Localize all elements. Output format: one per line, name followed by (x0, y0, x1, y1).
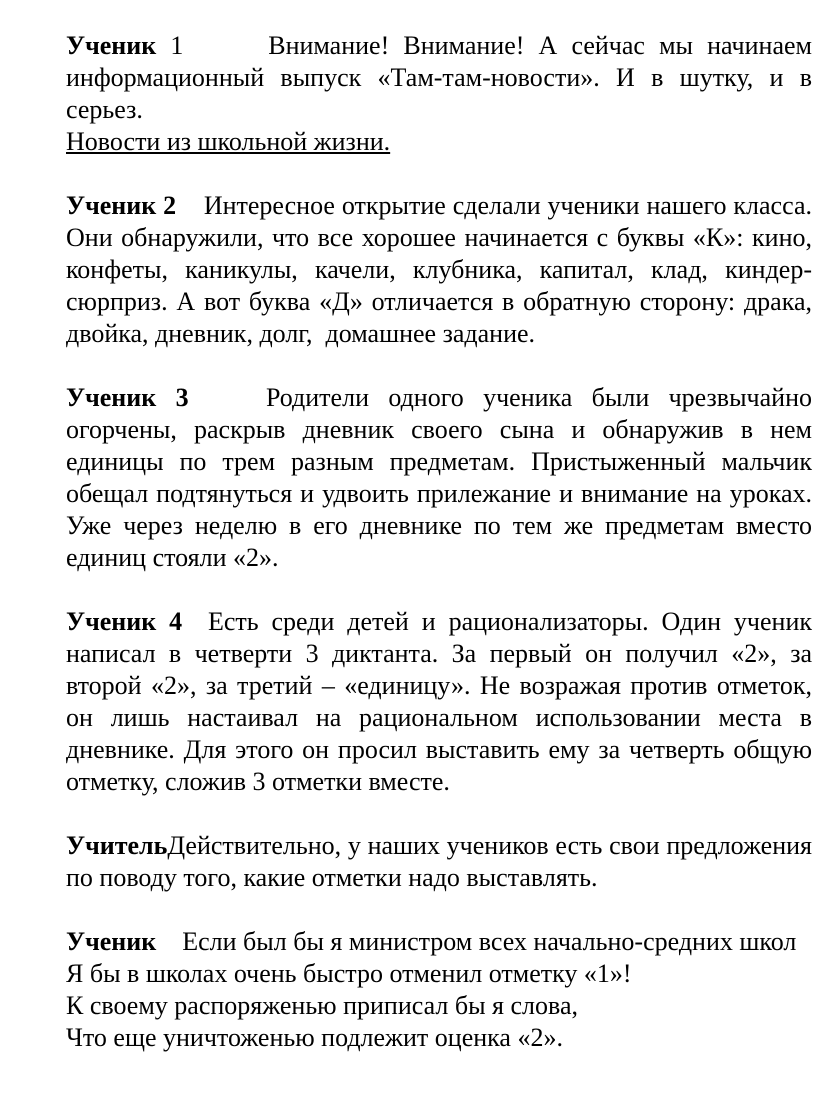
speaker-label: Ученик 4 (66, 607, 183, 636)
paragraph-text: Если был бы я министром всех начально-средних школ (156, 927, 797, 956)
paragraph-text: Родители одного ученика были чрезвычайно огорчены, раскрыв дневник своего сына и обнаружив в нем единицы по трем разным предметам. Пристыженный мальчик обещал подтянуться и удвоить прилежание и внимание на уроках. Уже через неделю в его дневнике по тем же предметам вместо единиц стояли «2». (66, 383, 812, 572)
blank-line (66, 894, 812, 926)
speaker-label: Учитель (66, 831, 168, 860)
blank-line (66, 350, 812, 382)
paragraph-text: Действительно, у наших учеников есть свои предложения по поводу того, какие отметки надо выставлять. (66, 831, 812, 892)
paragraph-student-4 (66, 606, 812, 798)
paragraph-teacher (66, 830, 812, 894)
paragraph-student-3 (66, 382, 812, 574)
blank-line (66, 798, 812, 830)
poem-line-3: Что еще уничтоженью подлежит оценка «2». (66, 1023, 563, 1052)
speaker-label: Ученик 2 (66, 191, 177, 220)
speaker-label: Ученик 3 (66, 383, 189, 412)
section-heading: Новости из школьной жизни. (66, 127, 391, 156)
blank-line (66, 574, 812, 606)
blank-line (66, 158, 812, 190)
speaker-label: Ученик (66, 31, 157, 60)
paragraph-text: 1 Внимание! Внимание! А сейчас мы начинаем информационный выпуск «Там-там-новости». И в шутку, и в серьез. (66, 31, 812, 124)
paragraph-student-1 (66, 30, 812, 126)
poem-line-2: К своему распоряженью приписал бы я слова, (66, 991, 579, 1020)
speaker-label: Ученик (66, 927, 157, 956)
poem-line-1: Я бы в школах очень быстро отменил отметку «1»! (66, 959, 632, 988)
paragraph-student-2 (66, 190, 812, 350)
paragraph-student-poem (66, 926, 812, 958)
paragraph-text: Интересное открытие сделали ученики нашего класса. Они обнаружили, что все хорошее начинается с буквы «К»: кино, конфеты, каникулы, качели, клубника, капитал, клад, киндер-сюрприз. А вот буква «Д» отличается в обратную сторону: драка, двойка, дневник, долг, домашнее задание. (66, 191, 812, 348)
paragraph-text: Есть среди детей и рационализаторы. Один ученик написал в четверти 3 диктанта. За первый он получил «2», за второй «2», за третий – «единицу». Не возражая против отметок, он лишь настаивал на рациональном использовании места в дневнике. Для этого он просил выставить ему за четверть общую отметку, сложив 3 отметки вместе. (66, 607, 813, 796)
